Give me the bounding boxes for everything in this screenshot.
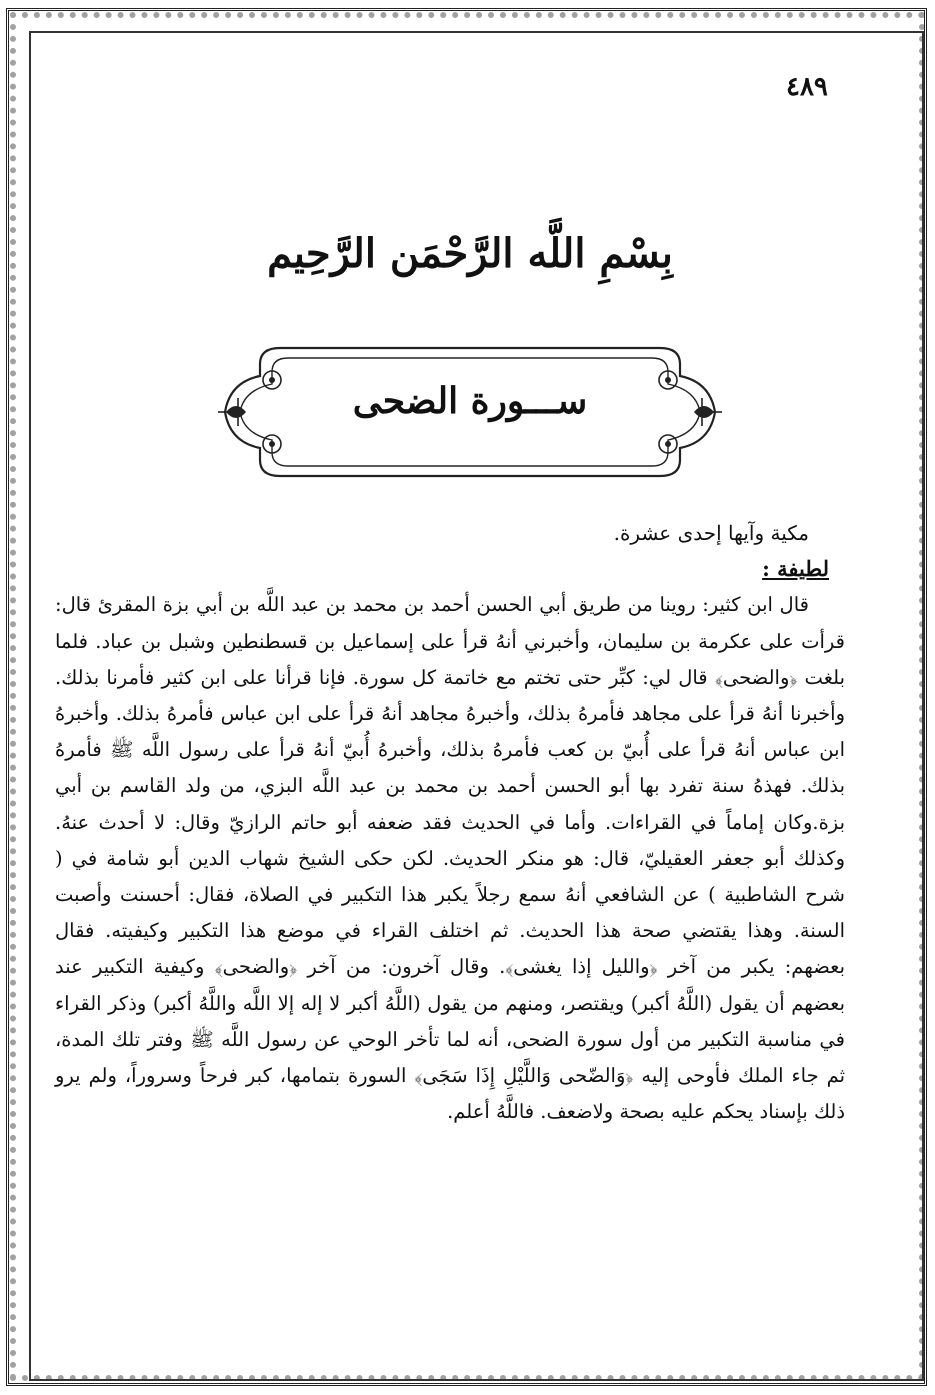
surah-title-cartouche bbox=[210, 338, 730, 486]
surah-intro-line: مكية وآيها إحدى عشرة. bbox=[613, 521, 809, 545]
section-subheading: لطيفة : bbox=[762, 556, 829, 582]
page-body bbox=[55, 515, 845, 1130]
basmala-heading: بِسْمِ اللَّه الرَّحْمَن الرَّحِيم bbox=[267, 230, 673, 277]
page-number: ٤٨٩ bbox=[786, 72, 828, 102]
surah-title: ســـورة الضحى bbox=[352, 380, 588, 422]
body-paragraph: قال ابن كثير: روينا من طريق أبي الحسن أحمد بن محمد بن عبد اللَّه بن أبي بزة المقرئ قال: قرأت على عكرمة بن سليمان، وأخبرني أنهُ قرأ على إسماعيل بن قسطنطين وشبل بن عباد. فلما بلغت ﴿والضحى﴾ قال لي: كبِّر حتى تختم مع خاتمة كل سورة. فإنا قرأنا على ابن كثير فأمرنا بذلك. وأخبرنا أنهُ قرأ على مجاهد فأمرهُ بذلك، وأخبرهُ مجاهد أنهُ قرأ على ابن عباس فأمرهُ بذلك. وأخبرهُ ابن عباس أنهُ قرأ على أُبيّ بن كعب فأمرهُ بذلك، وأخبرهُ أُبيّ أنهُ قرأ على رسول اللَّه ﷺ فأمرهُ بذلك. فهذهُ سنة تفرد بها أبو الحسن أحمد بن محمد بن عبد اللَّه البزي، من ولد القاسم بن أبي بزة.وكان إماماً في القراءات. وأما في الحديث فقد ضعفه أبو حاتم الرازيّ وقال: لا أحدث عنهُ. وكذلك أبو جعفر العقيليّ، قال: هو منكر الحديث. لكن حكى الشيخ شهاب الدين أبو شامة في ( شرح الشاطبية ) عن الشافعي أنهُ سمع رجلاً يكبر هذا التكبير في الصلاة، فقال: أحسنت وأصبت السنة. وهذا يقتضي صحة هذا الحديث. ثم اختلف القراء في موضع هذا التكبير وكيفيته. فقال بعضهم: يكبر من آخر ﴿والليل إذا يغشى﴾. وقال آخرون: من آخر ﴿والضحى﴾ وكيفية التكبير عند بعضهم أن يقول (اللَّهُ أكبر) ويقتصر، ومنهم من يقول (اللَّهُ أكبر لا إله إلا اللَّه واللَّهُ أكبر) وذكر القراء في مناسبة التكبير من أول سورة الضحى، أنه لما تأخر الوحي عن رسول اللَّه ﷺ وفتر تلك المدة، ثم جاء الملك فأوحى إليه ﴿وَالضّحى وَاللَّيْلِ إِذَا سَجَى﴾ السورة بتمامها، كبر فرحاً وسروراً، ولم يرو ذلك بإسناد يحكم عليه بصحة ولاضعف. فاللَّهُ أعلم. bbox=[55, 593, 845, 1124]
